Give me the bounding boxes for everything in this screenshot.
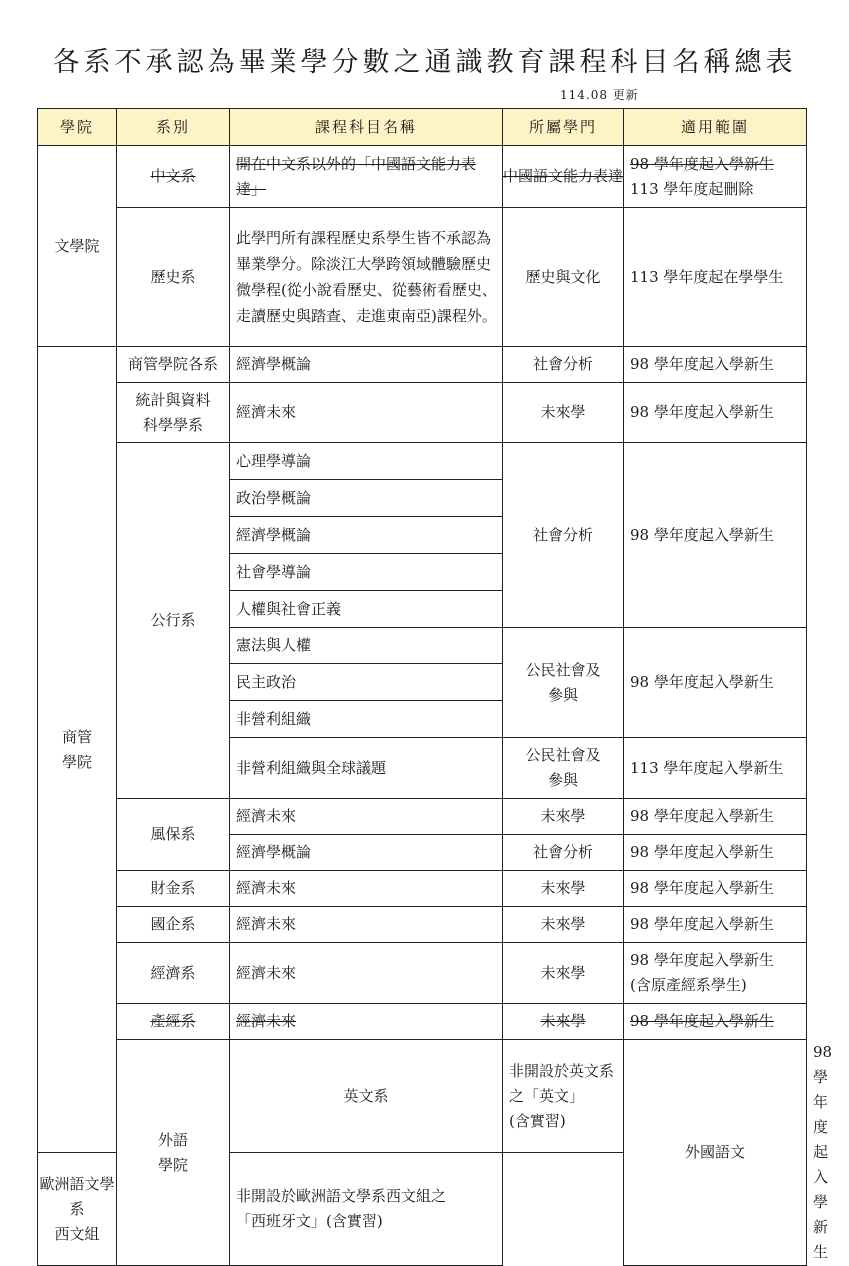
field-cell: 未來學 [503, 1004, 624, 1040]
course-cell: 非營利組織與全球議題 [230, 738, 503, 799]
scope-cell: 98 學年度起入學新生 [624, 907, 807, 943]
dept-cell: 財金系 [117, 871, 230, 907]
dept-cell: 歷史系 [117, 208, 230, 347]
dept-cell: 經濟系 [117, 943, 230, 1004]
header-dept: 系別 [117, 109, 230, 146]
header-college: 學院 [38, 109, 117, 146]
scope-cell: 98 學年度起入學新生 [624, 443, 807, 628]
field-cell: 未來學 [503, 383, 624, 443]
dept-cell: 國企系 [117, 907, 230, 943]
scope-note: 113 學年度起刪除 [630, 179, 754, 198]
course-cell: 非營利組織 [230, 701, 503, 738]
scope-cell: 113 學年度起在學學生 [624, 208, 807, 347]
course-cell: 非開設於歐洲語文學系西文組之 「西班牙文」(含實習) [230, 1153, 503, 1266]
course-cell: 經濟學概論 [230, 517, 503, 554]
scope-cell: 113 學年度起入學新生 [624, 738, 807, 799]
scope-cell: 98 學年度起入學新生 [624, 347, 807, 383]
course-table [37, 108, 833, 1266]
scope-cell: 98 學年度起入學新生 [624, 628, 807, 738]
scope-cell: 98 學年度起入學新生 [624, 799, 807, 835]
field-cell: 未來學 [503, 943, 624, 1004]
header-course: 課程科目名稱 [230, 109, 503, 146]
course-cell: 社會學導論 [230, 554, 503, 591]
update-note: 114.08 更新 [560, 88, 639, 102]
table-row [38, 1004, 807, 1040]
field-cell: 未來學 [503, 799, 624, 835]
course-cell: 非開設於英文系之「英文」 (含實習) [503, 1040, 624, 1153]
dept-cell: 統計與資料 科學學系 [117, 383, 230, 443]
field-cell: 公民社會及 參與 [503, 628, 624, 738]
field-cell: 外國語文 [624, 1040, 807, 1266]
course-cell: 憲法與人權 [230, 628, 503, 664]
college-cell: 外語 學院 [117, 1040, 230, 1266]
course-cell: 人權與社會正義 [230, 591, 503, 628]
dept-cell: 英文系 [230, 1040, 503, 1153]
course-cell: 民主政治 [230, 664, 503, 701]
dept-cell: 公行系 [117, 443, 230, 799]
scope-cell [624, 146, 807, 208]
course-cell: 經濟未來 [230, 907, 503, 943]
dept-cell: 產經系 [117, 1004, 230, 1040]
field-cell: 社會分析 [503, 443, 624, 628]
table-row [38, 146, 807, 208]
header-field: 所屬學門 [503, 109, 624, 146]
course-cell: 政治學概論 [230, 480, 503, 517]
scope-cell: 98 學年度起入學新生 (含原產經系學生) [624, 943, 807, 1004]
table-row [38, 443, 807, 480]
table-row [38, 383, 807, 443]
field-cell: 未來學 [503, 907, 624, 943]
course-cell: 心理學導論 [230, 443, 503, 480]
college-cell: 文學院 [38, 146, 117, 347]
header-scope: 適用範圍 [624, 109, 807, 146]
table-row: 外語 學院 英文系 非開設於英文系之「英文」 (含實習) 外國語文 98 學年度起入學新生 [38, 1040, 807, 1153]
table-row [38, 208, 807, 347]
scope-struck: 98 學年度起入學新生 [630, 154, 774, 173]
course-cell: 經濟學概論 [230, 835, 503, 871]
scope-cell: 98 學年度起入學新生 [624, 835, 807, 871]
college-cell: 商管 學院 [38, 347, 117, 1153]
page-title: 各系不承認為畢業學分數之通識教育課程科目名稱總表 [52, 47, 797, 78]
dept-cell: 商管學院各系 [117, 347, 230, 383]
field-cell: 社會分析 [503, 347, 624, 383]
scope-cell: 98 學年度起入學新生 [624, 871, 807, 907]
table-header-row [38, 109, 807, 146]
table-row [38, 799, 807, 835]
course-cell: 此學門所有課程歷史系學生皆不承認為畢業學分。除淡江大學跨領域體驗歷史微學程(從小說看歷史、從藝術看歷史、走讀歷史與踏查、走進東南亞)課程外。 [230, 208, 503, 347]
dept-cell: 風保系 [117, 799, 230, 871]
field-cell: 公民社會及 參與 [503, 738, 624, 799]
dept-cell: 中文系 [117, 146, 230, 208]
field-cell: 歷史與文化 [503, 208, 624, 347]
field-cell: 中國語文能力表達 [503, 146, 624, 208]
field-cell: 社會分析 [503, 835, 624, 871]
scope-cell: 98 學年度起入學新生 [624, 1004, 807, 1040]
course-cell: 經濟未來 [230, 871, 503, 907]
course-cell: 經濟未來 [230, 1004, 503, 1040]
table-row [38, 907, 807, 943]
scope-cell: 98 學年度起入學新生 [624, 383, 807, 443]
field-cell: 未來學 [503, 871, 624, 907]
table-row [38, 347, 807, 383]
course-cell: 經濟未來 [230, 943, 503, 1004]
table-row [38, 871, 807, 907]
table-row [38, 943, 807, 1004]
course-cell: 經濟未來 [230, 383, 503, 443]
dept-cell: 歐洲語文學系 西文組 [38, 1153, 117, 1266]
course-cell: 經濟學概論 [230, 347, 503, 383]
course-cell: 開在中文系以外的「中國語文能力表達」 [230, 146, 503, 208]
course-cell: 經濟未來 [230, 799, 503, 835]
